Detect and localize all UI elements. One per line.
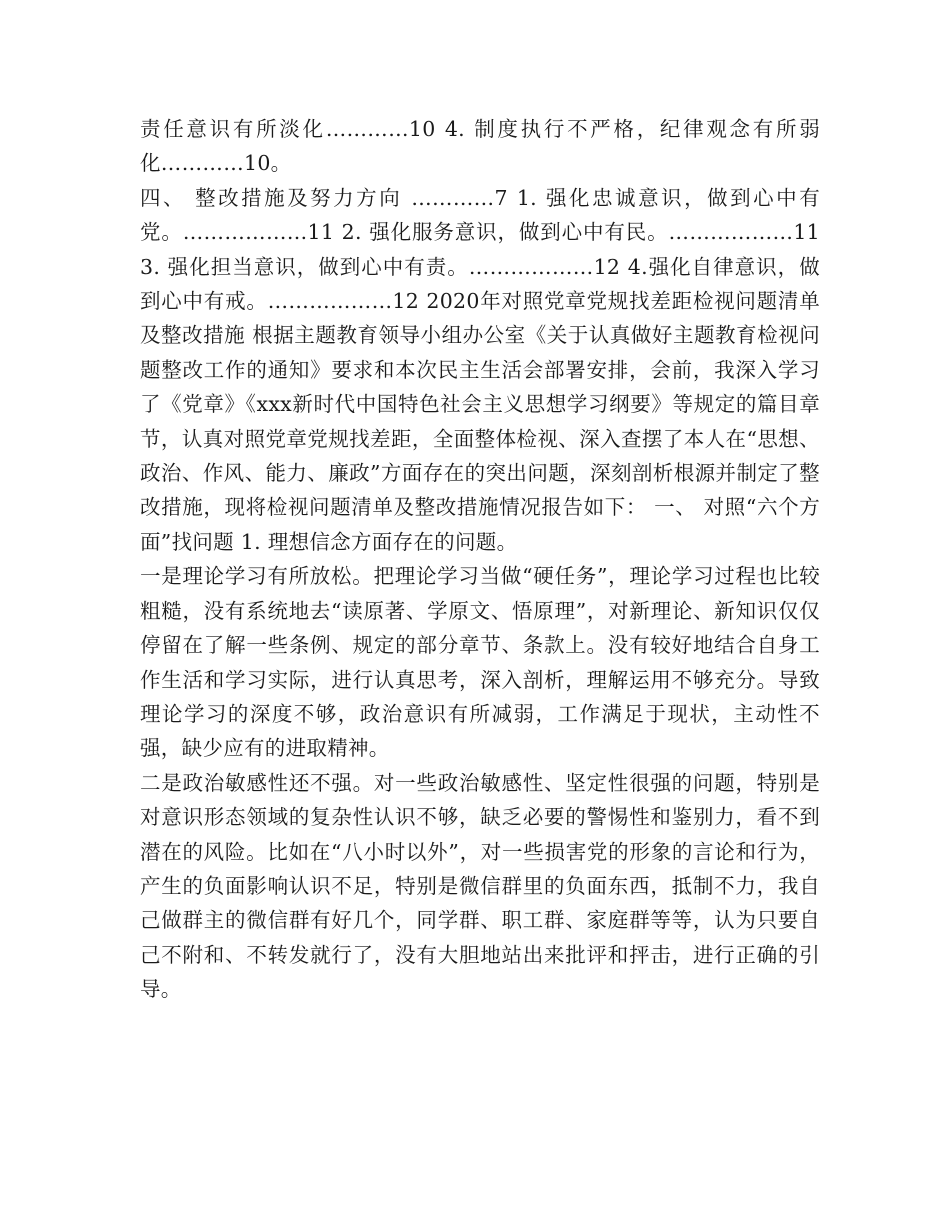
paragraph-political-sensitivity: 二是政治敏感性还不强。对一些政治敏感性、坚定性很强的问题，特别是对意识形态领域的复杂性认识不够，缺乏必要的警惕性和鉴别力，看不到潜在的风险。比如在“八小时以外”，对一些损害党的形象的言论和行为，产生的负面影响认识不足，特别是微信群里的负面东西，抵制不力，我自己做群主的微信群有好几个，同学群、职工群、家庭群等等，认为只要自己不附和、不转发就行了，没有大胆地站出来批评和抨击，进行正确的引导。 — [140, 770, 820, 1002]
document-body — [140, 112, 820, 1007]
paragraph-intro: 四、 整改措施及努力方向 …………7 1. 强化忠诚意识，做到心中有党。………………11 2. 强化服务意识，做到心中有民。………………11 3. 强化担当意识，做到心中有责。………………12 4.强化自律意识，做到心中有戒。………………12 2020年对照党章党规找差距检视问题清单及整改措施 根据主题教育领导小组办公室《关于认真做好主题教育检视问题整改工作的通知》要求和本次民主生活会部署安排，会前，我深入学习了《党章》《xxx新时代中国特色社会主义思想学习纲要》等规定的篇目章节，认真对照党章党规找差距，全面整体检视、深入查摆了本人在“思想、政治、作风、能力、廉政”方面存在的突出问题，深刻剖析根源并制定了整改措施，现将检视问题清单及整改措施情况报告如下： 一、 对照“六个方面”找问题 1. 理想信念方面存在的问题。 — [140, 185, 820, 554]
paragraph-theory-study: 一是理论学习有所放松。把理论学习当做“硬任务”，理论学习过程也比较粗糙，没有系统地去“读原著、学原文、悟原理”，对新理论、新知识仅仅停留在了解一些条例、规定的部分章节、条款上。没有较好地结合自身工作生活和学习实际，进行认真思考，深入剖析，理解运用不够充分。导致理论学习的深度不够，政治意识有所减弱，工作满足于现状，主动性不强，缺少应有的进取精神。 — [140, 564, 820, 761]
paragraph-toc-tail: 责任意识有所淡化…………10 4. 制度执行不严格，纪律观念有所弱化…………10。 — [140, 117, 820, 176]
